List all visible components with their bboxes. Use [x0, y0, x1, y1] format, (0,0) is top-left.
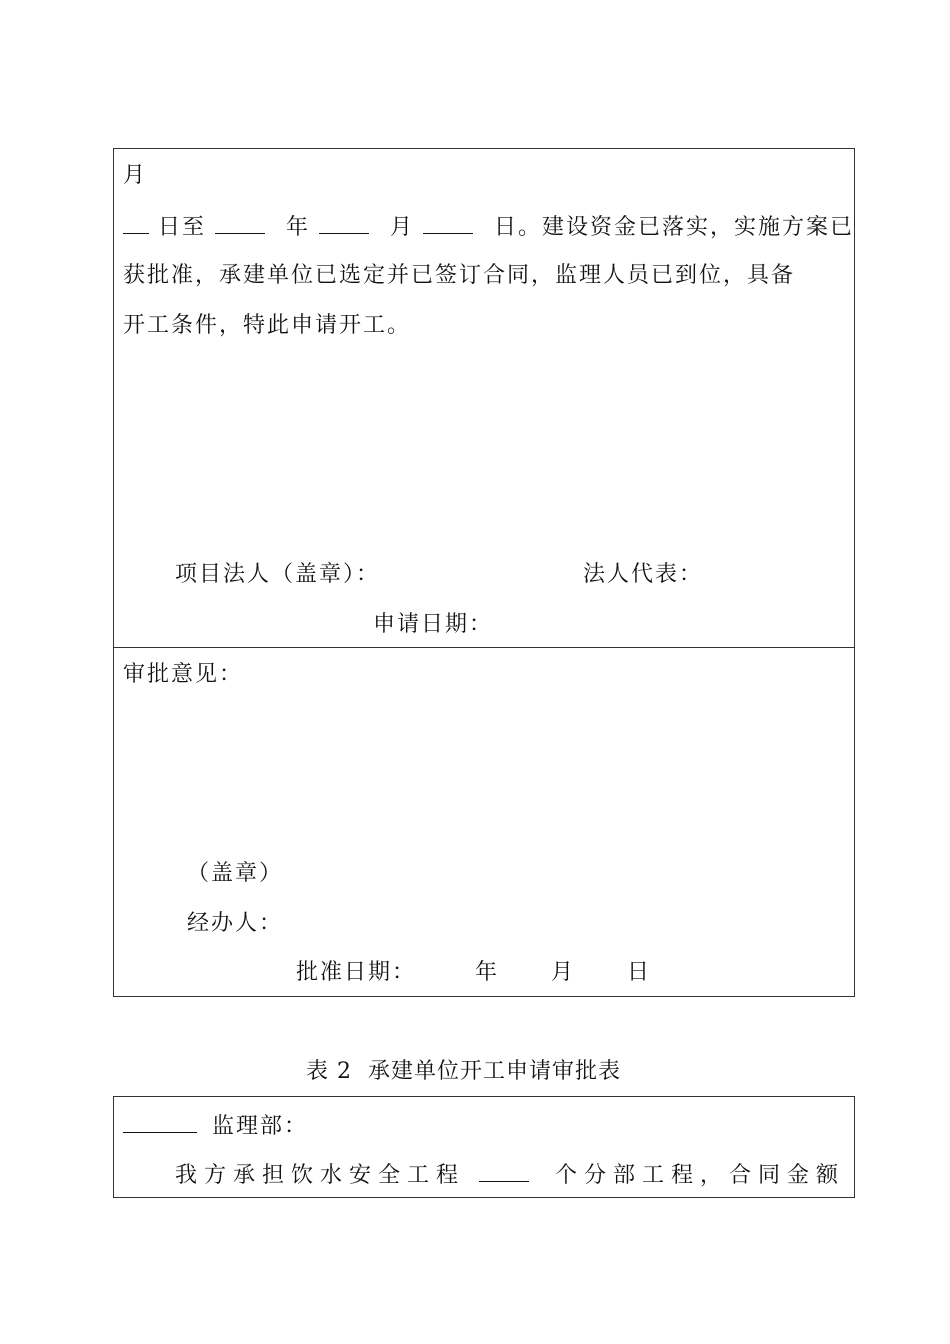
- apply-date-label: 申请日期：: [373, 612, 494, 637]
- period-text-4: 日。建设资金已落实，实施方案已: [494, 215, 855, 240]
- contract-line: [175, 1161, 845, 1189]
- opinion-label: 审批意见：: [123, 662, 244, 687]
- blank-month-end: [319, 213, 369, 234]
- approve-day: 日: [627, 960, 652, 985]
- body-line-3: 开工条件，特此申请开工。: [123, 313, 412, 338]
- supervision-line: [123, 1112, 308, 1140]
- blank-day-start: [123, 213, 149, 234]
- period-text-2: 年: [286, 215, 311, 240]
- period-text-1: 日至: [158, 215, 207, 240]
- approve-year: 年: [475, 960, 500, 985]
- table2-caption: 表 2 承建单位开工申请审批表: [306, 1059, 621, 1084]
- period-line: [123, 213, 854, 241]
- period-text-3: 月: [390, 215, 415, 240]
- body-line-2: 获批准，承建单位已选定并已签订合同，监理人员已到位，具备: [123, 263, 796, 288]
- contract-text-1: 我方承担饮水安全工程: [175, 1163, 466, 1188]
- blank-section-count: [479, 1161, 529, 1182]
- seal-label: （盖章）: [187, 861, 284, 886]
- month-fragment: 月: [123, 163, 148, 188]
- handler-label: 经办人：: [187, 911, 284, 936]
- legal-person-label: 项目法人（盖章）：: [175, 562, 381, 587]
- blank-year-end: [215, 213, 265, 234]
- approve-month: 月: [551, 960, 576, 985]
- legal-rep-label: 法人代表：: [583, 562, 704, 587]
- contract-text-2: 个分部工程，合同金额: [555, 1163, 846, 1188]
- blank-supervision-dept: [123, 1112, 197, 1133]
- approve-date-label: 批准日期：: [296, 960, 417, 985]
- approval-table: [113, 646, 855, 997]
- blank-day-end: [423, 213, 473, 234]
- supervision-label: 监理部：: [212, 1114, 309, 1139]
